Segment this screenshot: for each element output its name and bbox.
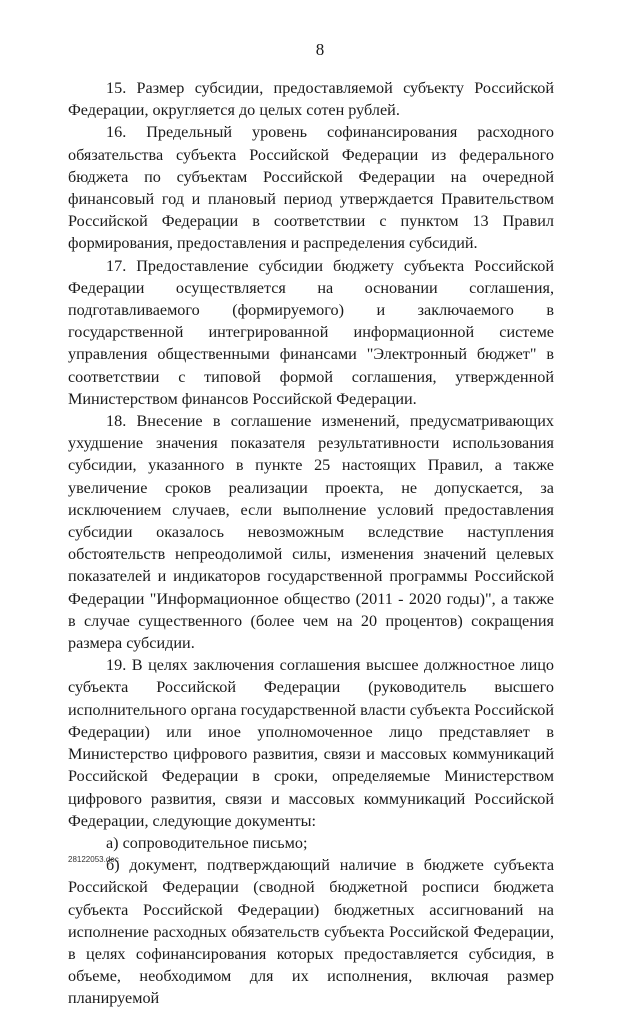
paragraph-19-item-b: б) документ, подтверждающий наличие в бюджете субъекта Российской Федерации (сводной бюджетной росписи бюджета субъекта Российской Федерации) бюджетных ассигнований на исполнение расходных обязательств субъекта Российской Федерации, в целях софинансирования которых предоставляется субсидия, в объеме, необходимом для их исполнения, включая размер планируемой xyxy=(68,856,554,1008)
paragraph-16: 16. Предельный уровень софинансирования расходного обязательства субъекта Российской Федерации из федерального бюджета по субъектам Российской Федерации на очередной финансовый год и плановый период утверждается Правительством Российской Федерации в соответствии с пунктом 13 Правил формирования, предоставления и распределения субсидий. xyxy=(68,123,554,253)
paragraph-17: 17. Предоставление субсидии бюджету субъекта Российской Федерации осуществляется на основании соглашения, подготавливаемого (формируемого) и заключаемого в государственной интегрированной информационной системе управления общественными финансами "Электронный бюджет" в соответствии с типовой формой соглашения, утвержденной Министерством финансов Российской Федерации. xyxy=(68,256,554,408)
document-body xyxy=(68,77,554,1010)
paragraph-15: 15. Размер субсидии, предоставляемой субъекту Российской Федерации, округляется до целых сотен рублей. xyxy=(68,79,554,120)
paragraph-19: 19. В целях заключения соглашения высшее должностное лицо субъекта Российской Федерации (руководитель высшего исполнительного органа государственной власти субъекта Российской Федерации) или иное уполномоченное лицо представляет в Министерство цифрового развития, связи и массовых коммуникаций Российской Федерации в сроки, определяемые Министерством цифрового развития, связи и массовых коммуникаций Российской Федерации, следующие документы: xyxy=(68,656,554,830)
page-number: 8 xyxy=(315,40,325,59)
paragraph-18: 18. Внесение в соглашение изменений, предусматривающих ухудшение значения показателя результативности использования субсидии, указанного в пункте 25 настоящих Правил, а также увеличение сроков реализации проекта, не допускается, за исключением случаев, если выполнение условий предоставления субсидии оказалось невозможным вследствие наступления обстоятельств непреодолимой силы, изменения значений целевых показателей и индикаторов государственной программы Российской Федерации "Информационное общество (2011 - 2020 годы)", а также в случае существенного (более чем на 20 процентов) сокращения размера субсидии. xyxy=(68,412,554,653)
paragraph-19-item-a: а) сопроводительное письмо; xyxy=(106,833,308,852)
document-file-id: 28122053.doc xyxy=(68,855,119,864)
